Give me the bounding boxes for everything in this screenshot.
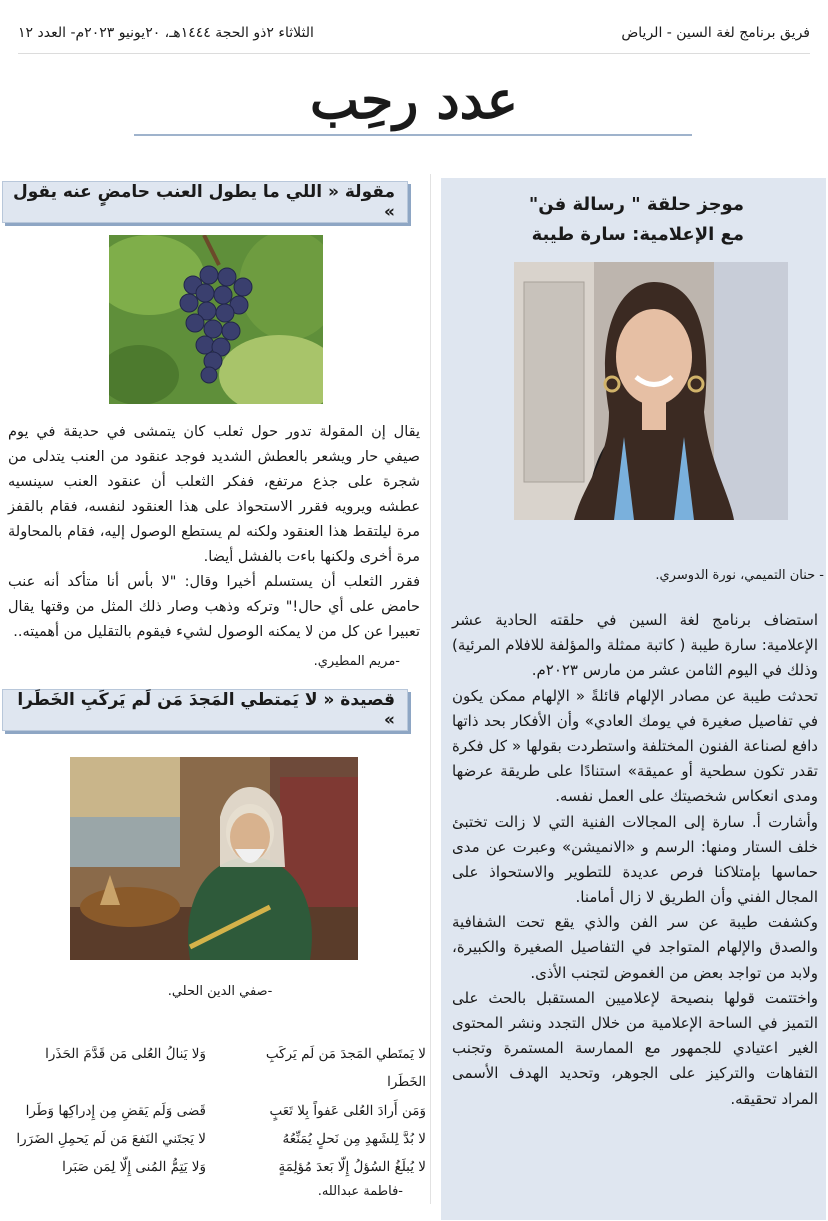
proverb-heading (2, 181, 408, 223)
interview-title (454, 190, 744, 249)
poem-verses (6, 1040, 426, 1182)
top-bar (18, 18, 810, 48)
interview-title-line1: موجز حلقة " رسالة فن" (528, 194, 744, 215)
article-paragraph: وأشارت أ. سارة إلى المجالات الفنية التي لا زالت تختبئ خلف الستار ومنها: الرسم و «الانميشن» وعبرت عن مدى حماسها بإمتلاكنا فرص عديدة للتطوير والاستحواذ على المجال الفني وأن الطريق لا زال أمامنا. (452, 812, 818, 907)
proverb-heading-text: مقولة « اللي ما يطول العنب حامضٍ عنه يقول » (12, 182, 395, 222)
interview-article (452, 608, 818, 1112)
column-divider (430, 174, 431, 1204)
poem-credit: -فاطمة عبدالله. (317, 1184, 403, 1199)
top-divider (18, 53, 810, 54)
poem-verse: لا يَمتَطي المَجدَ مَن لَم يَركَبِ الخَطَرا (265, 1046, 426, 1091)
grapes-photo (109, 235, 323, 404)
story-paragraph: يقال إن المقولة تدور حول ثعلب كان يتمشى في حديقة في يوم صيفي حار ويشعر بالعطش الشديد فوجد عنقود من العنب يتدلى من شجرة على جذع مرتفع، ففكر الثعلب أن عنقود العنب سينسيه عطشه ويرويه فقرر الاستحواذ على هذا العنقود لنفسه، فقام بالقفز مرة ليلتقط هذا العنقود ولكنه لم يستطع الوصول إليه، فقام بالمحاولة مرة أخرى ولكنها باءت بالفشل أيضا. (8, 424, 420, 565)
poem-verse: لا يَجتَني النَفعَ مَن لَم يَحمِلِ الضَرَرا (16, 1131, 206, 1148)
poem-verse: لا بُدَّ لِلشَهدِ مِن نَحلٍ يُمَنِّعُهُ (282, 1131, 426, 1148)
interview-credit: - حنان التميمي، نورة الدوسري. (655, 568, 824, 583)
poet-name: -صفي الدين الحلي. (167, 984, 273, 999)
masthead-title: عدد رحِب (310, 70, 518, 131)
poet-painting (70, 757, 358, 960)
poem-verse: وَمَن أَرادَ العُلى عَفواً بِلا تَعَبٍ (269, 1102, 426, 1119)
poem-row (6, 1097, 426, 1125)
article-paragraph: استضاف برنامج لغة السين في حلقته الحادية عشر الإعلامية: سارة طيبة ( كاتبة ممثلة والمؤلفة للافلام المرئية) وذلك في اليوم الثامن عشر من مارس ٢٠٢٣م. (452, 611, 818, 680)
poem-heading (2, 689, 408, 731)
proverb-credit: -مريم المطيري. (313, 654, 400, 669)
team-location: فريق برنامج لغة السين - الرياض (621, 25, 810, 41)
poem-row (6, 1040, 426, 1097)
poem-verse: لا يُبلَغُ السُؤلُ إِلّا بَعدَ مُؤلِمَةٍ (278, 1159, 426, 1176)
poem-heading-text: قصيدة « لا يَمتطي المَجدَ مَن لَم يَركَبِ الخَطَرا » (17, 690, 395, 730)
article-paragraph: تحدثت طيبة عن مصادر الإلهام قائلةً « الإلهام ممكن يكون في تفاصيل صغيرة في يومك العادي» وأن الأفكار بحد ذاتها دافع لصناعة الفنون المختلفة واستطردت بقولها « كل فكرة تقدر تكون سطحية أو عميقة» استنادًا على طريقة عرضها ومدى انعكاس شخصيتك على العمل نفسه. (452, 686, 818, 806)
interview-title-line2: مع الإعلامية: سارة طيبة (531, 223, 744, 245)
poem-verse: وَلا يَتِمُّ المُنى إِلّا لِمَن صَبَرا (62, 1159, 206, 1176)
article-paragraph: واختتمت قولها بنصيحة لإعلاميين المستقبل بالحث على التميز في الساحة الإعلامية من خلال التجدد ونشر المحتوى الغير اعتيادي للجمهور مع الممارسة المستمرة وتجنب التفاهات والتركيز على الجوهر، وتحديد الهدف الأسمى المراد تحقيقه. (452, 988, 818, 1108)
poem-row (6, 1153, 426, 1181)
poem-verse: وَلا يَنالُ العُلى مَن قَدَّمَ الحَذَرا (45, 1046, 206, 1062)
proverb-story (8, 420, 420, 644)
article-paragraph: وكشفت طيبة عن سر الفن والذي يقع تحت الشفافية والصدق والإلهام المتواجد في التفاصيل الصغيرة والكبيرة، ولابد من تواجد بعض من الغموض لتجنب الأذى. (452, 913, 818, 982)
poem-verse: قَضى وَلَم يَقضِ مِن إِدراكِها وَطَرا (25, 1102, 206, 1119)
masthead-rule (134, 134, 692, 136)
guest-photo (514, 262, 788, 520)
issue-date: الثلاثاء ٢ذو الحجة ١٤٤٤هـ، ٢٠يونيو ٢٠٢٣م- العدد ١٢ (18, 25, 314, 41)
poem-row (6, 1125, 426, 1153)
story-paragraph: فقرر الثعلب أن يستسلم أخيرا وقال: "لا بأس أنا متأكد أنه عنب حامض على أي حال!" وتركه وذهب وصار ذلك المثل من وقتها يقال تعبيرا عن كل من لا يمكنه الوصول لشيء فيقوم بالتقليل من أهميته.. (8, 573, 420, 640)
